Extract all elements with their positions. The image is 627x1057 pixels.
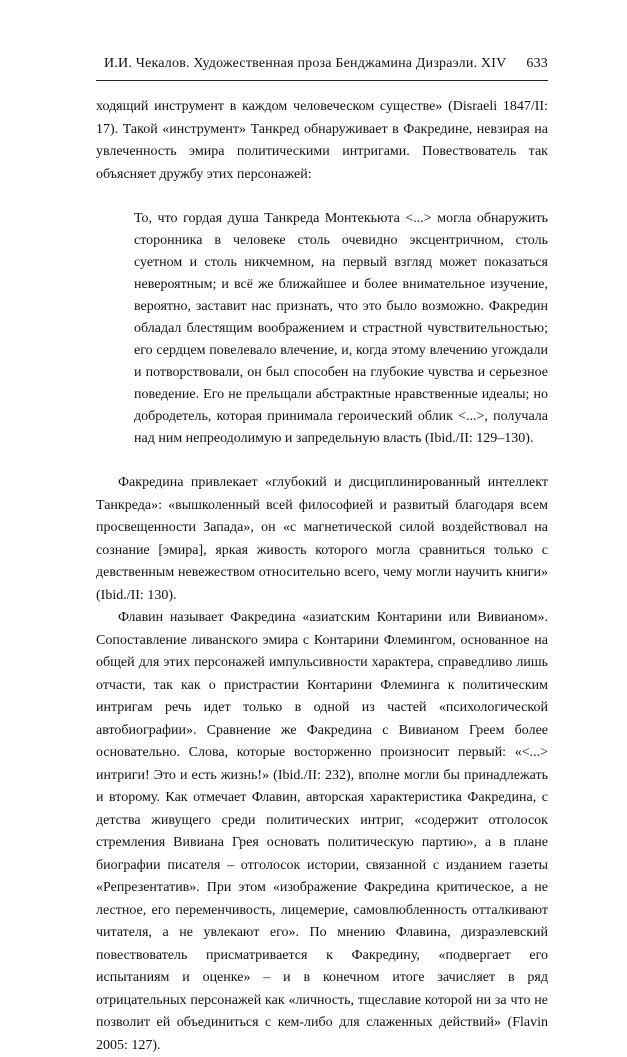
paragraph-1: ходящий инструмент в каждом человеческом существе» (Disraeli 1847/II: 17). Такой «инструмент» Танкред обнаруживает в Факредине, невзирая на увлеченность эмира политическими интригами. Повествователь так объясняет дружбу этих персонажей:: [96, 99, 548, 182]
page-number: 633: [526, 56, 548, 71]
paragraph-3: Флавин называет Факредина «азиатским Контарини или Вивианом». Сопоставление ливанского эмира с Контарини Флемингом, основанное на общей для этих персонажей импульсивности характера, справедливо лишь отчасти, так как о пристрастии Контарини Флеминга к политическим интригам речь идет только в одной из частей «психологической автобиографии». Сравнение же Факредина с Вивианом Греем более основательно. Слова, которые восторженно произносит первый: «<...> интриги! Это и есть жизнь!» (Ibid./II: 232), вполне могли бы принадлежать и второму. Как отмечает Флавин, авторская характеристика Факредина, с детства живущего среди политических интриг, «содержит отголосок стремления Вивиана Грея основать политическую партию», а в плане биографии писателя – отголосок истории, связанной с изданием газеты «Репрезентатив». При этом «изображение Факредина критическое, а не лестное, его переменчивость, лицемерие, самовлюбленность отталкивают читателя, а не увлекают его». По мнению Флавина, дизраэлевский повествователь присматривается к Факредину, «подвергает его испытаниям и оценке» – и в конечном итоге зачисляет в ряд отрицательных персонажей как «личность, тщеславие которой ни за что не позволит ей объединиться с кем-либо для слаженных действий» (Flavin 2005: 127).: [96, 610, 548, 1053]
running-header: [96, 56, 548, 72]
running-title: И.И. Чекалов. Художественная проза Бенджамина Дизраэли. XIV: [104, 56, 507, 71]
paragraph-2: Факредина привлекает «глубокий и дисциплинированный интеллект Танкреда»: «вышколенный всей философией и развитый благодаря всем просвещенности Запада», он «с магнетической силой воздействовал на сознание [эмира], яркая живость которого могла сравниться только с девственным невежеством относительно всего, чему могли научить книги» (Ibid./II: 130).: [96, 475, 548, 603]
body-text: [96, 96, 548, 1057]
block-quote: То, что гордая душа Танкреда Монтекьюта <...> могла обнаружить сторонника в человеке столь очевидно эксцентричном, столь суетном и столь никчемном, на первый взгляд может показаться невероятным; и всё же ближайшее и более внимательное изучение, вероятно, заставит нас признать, что это было возможно. Факредин обладал блестящим воображением и страстной чувствительностью; его сердцем повелевало влечение, и, когда этому влечению угождали и потворствовали, он был способен на глубокие чувства и серьезное поведение. Его не прельщали абстрактные нравственные идеалы; но добродетель, которая принимала героический облик <...>, получала над ним непреодолимую и запредельную власть (Ibid./II: 129–130).: [134, 211, 548, 446]
header-rule: [96, 80, 548, 81]
